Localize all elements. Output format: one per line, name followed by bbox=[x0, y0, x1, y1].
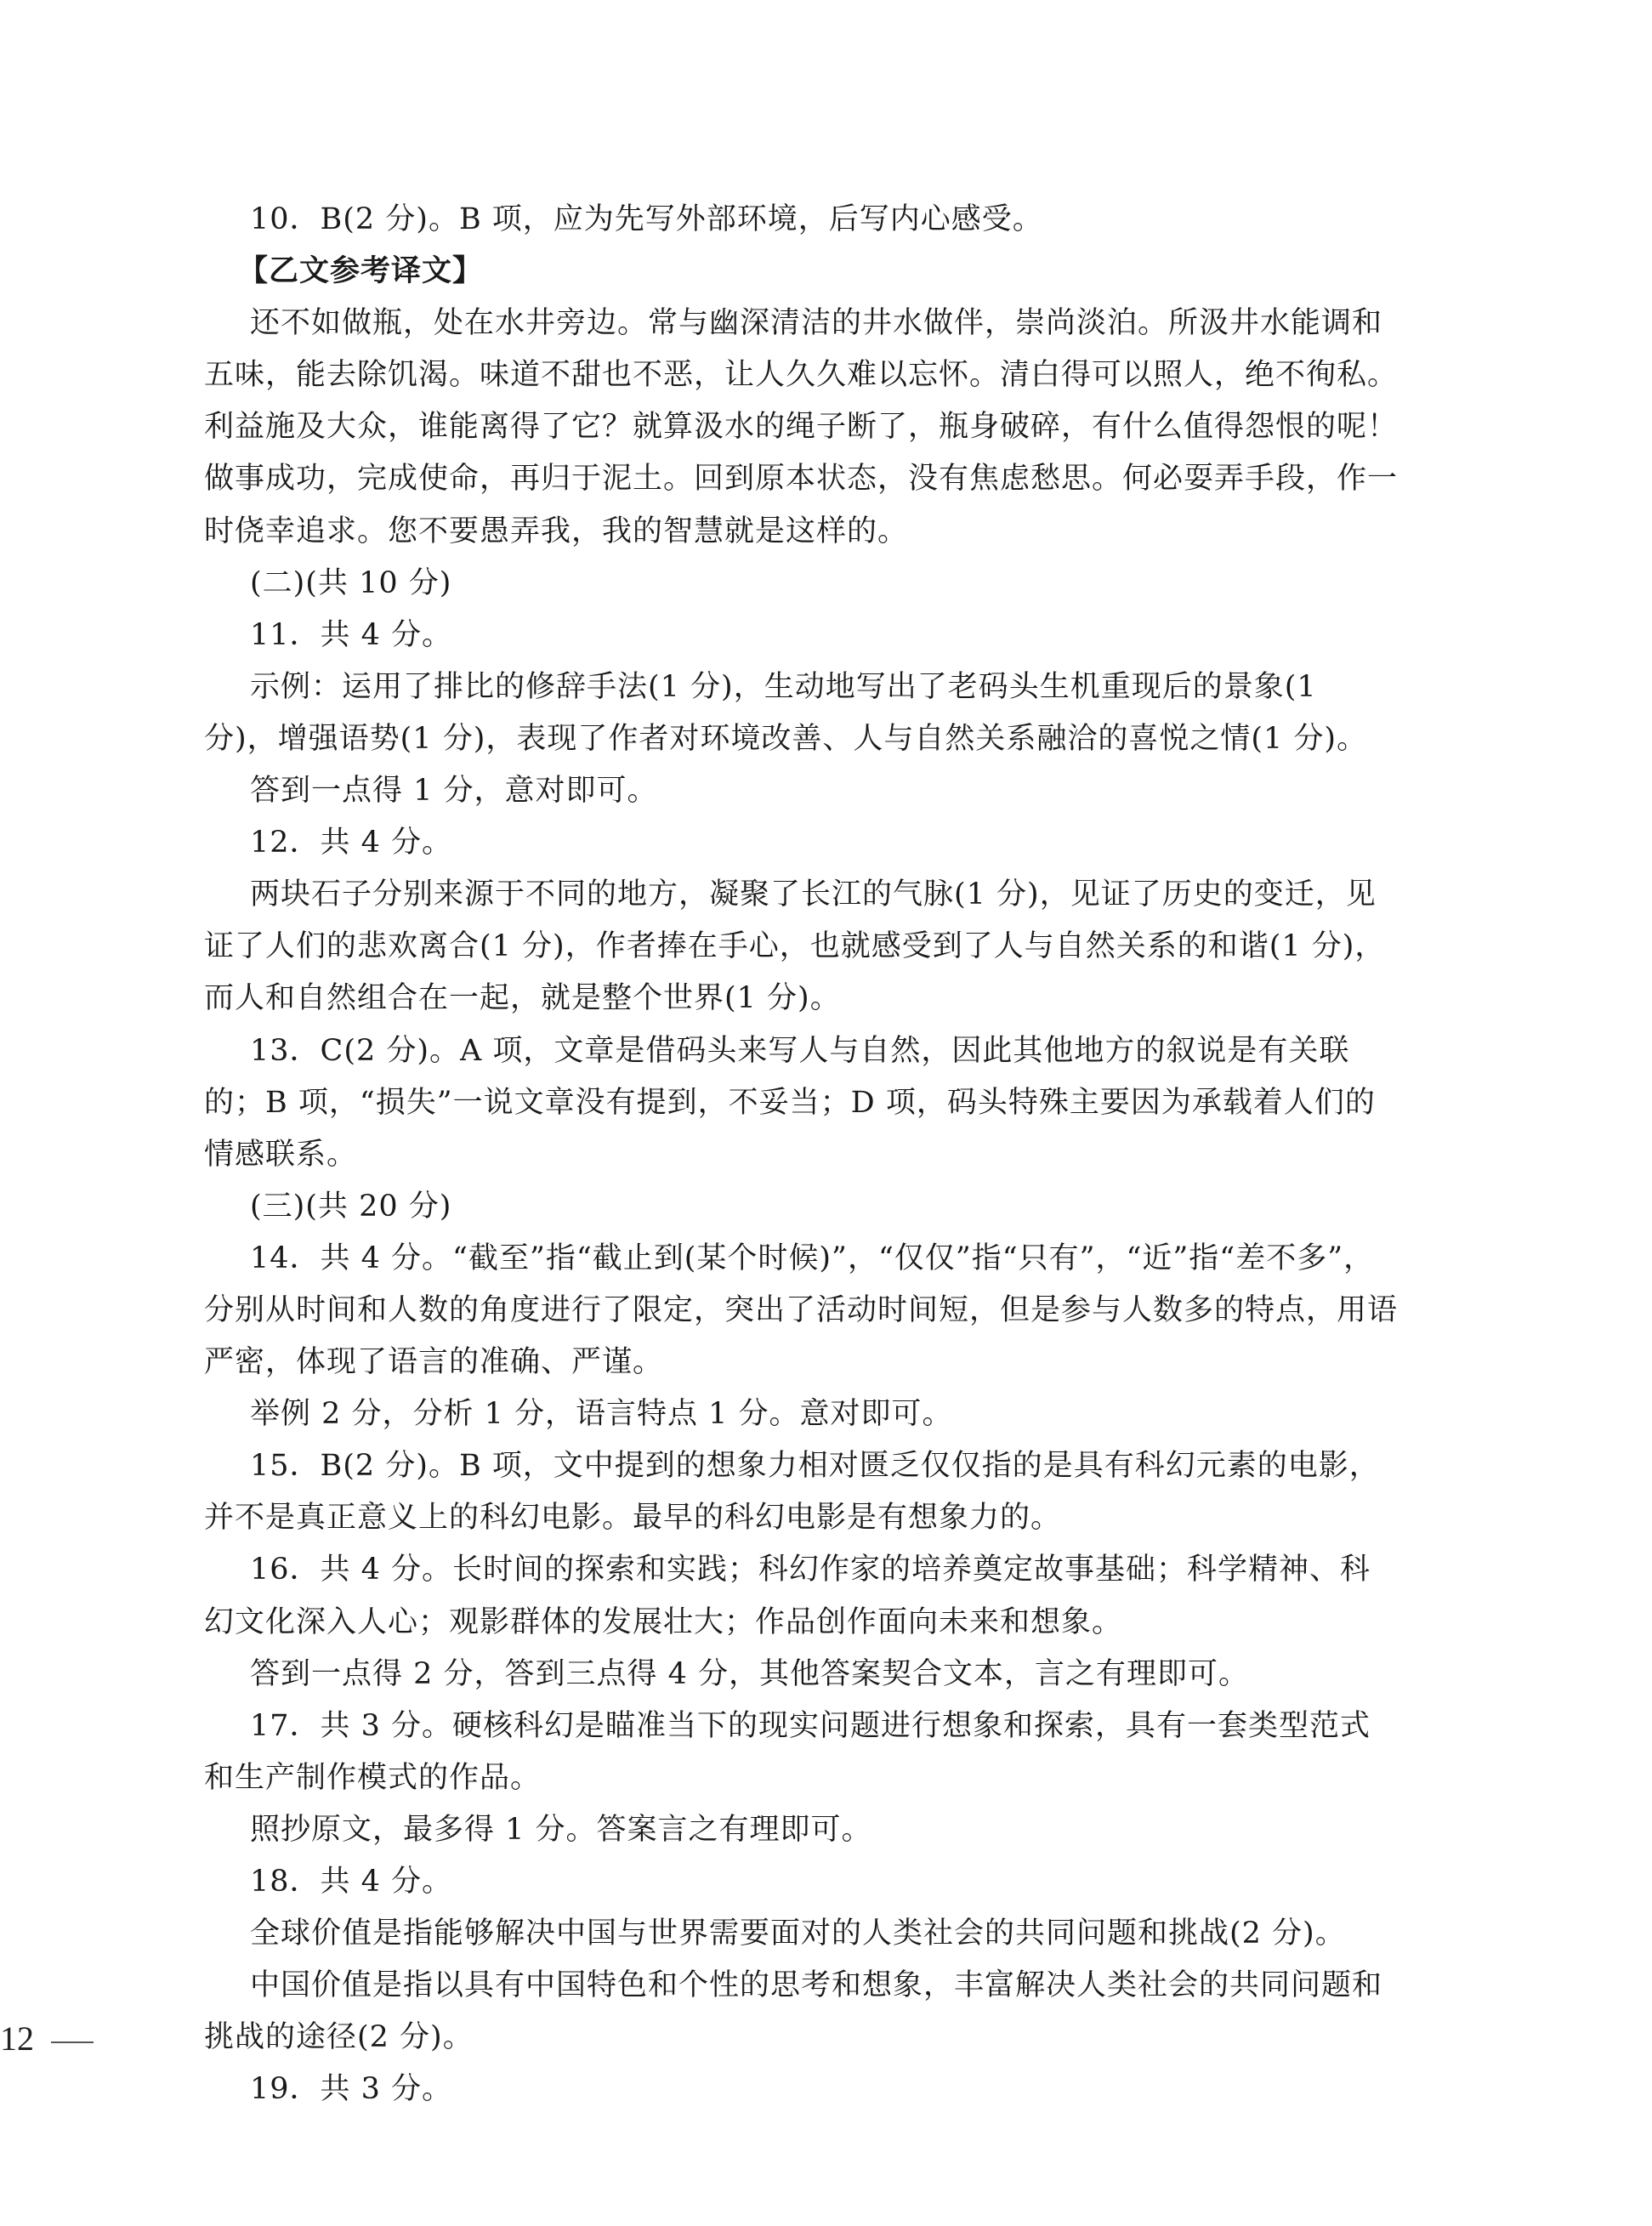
paragraph-q18-global: 全球价值是指能够解决中国与世界需要面对的人类社会的共同问题和挑战(2 分)。 bbox=[250, 1917, 1346, 1951]
paragraph-translation: 还不如做瓶，处在水井旁边。常与幽深清洁的井水做伴，崇尚淡泊。所汲井水能调和五味，能去除饥渴。味道不甜也不恶，让人久久难以忘怀。清白得可以照人，绝不徇私。利益施及大众，谁能离得了它？就算汲水的绳子断了，瓶身破碎，有什么值得怨恨的呢！做事成功，完成使命，再归于泥土。回到原本状态，没有焦虑愁思。何必耍弄手段，作一时侥幸追求。您不要愚弄我，我的智慧就是这样的。 bbox=[204, 306, 1399, 548]
paragraph-q13: 13．C(2 分)。A 项，文章是借码头来写人与自然，因此其他地方的叙说是有关联的；B 项，“损失”一说文章没有提到，不妥当；D 项，码头特殊主要因为承载着人们的情感联系。 bbox=[204, 1033, 1376, 1172]
section-heading-part3: (三)(共 20 分) bbox=[250, 1189, 452, 1224]
paragraph-q12: 12．共 4 分。 bbox=[250, 826, 453, 860]
section-heading-part2: (二)(共 10 分) bbox=[250, 565, 452, 600]
paragraph-q16-scoring: 答到一点得 2 分，答到三点得 4 分，其他答案契合文本，言之有理即可。 bbox=[250, 1656, 1250, 1691]
paragraph-q14-scoring: 举例 2 分，分析 1 分，语言特点 1 分。意对即可。 bbox=[250, 1397, 953, 1432]
paragraph-q11-scoring: 答到一点得 1 分，意对即可。 bbox=[250, 774, 658, 809]
paragraph-q17: 17．共 3 分。硬核科幻是瞄准当下的现实问题进行想象和探索，具有一套类型范式和生产制作模式的作品。 bbox=[204, 1708, 1371, 1795]
paragraph-q17-scoring: 照抄原文，最多得 1 分。答案言之有理即可。 bbox=[250, 1812, 872, 1847]
page-number: 12 bbox=[0, 2019, 34, 2058]
section-heading-translation: 【乙文参考译文】 bbox=[238, 254, 484, 289]
paragraph-q18: 18．共 4 分。 bbox=[250, 1865, 453, 1899]
page-footer bbox=[0, 2019, 94, 2058]
paragraph-q19: 19．共 3 分。 bbox=[250, 2072, 453, 2107]
paragraph-q12-answer: 两块石子分别来源于不同的地方，凝聚了长江的气脉(1 分)，见证了历史的变迁，见证了人们的悲欢离合(1 分)，作者捧在手心，也就感受到了人与自然关系的和谐(1 分)，而人和自然组合在一起，就是整个世界(1 分)。 bbox=[204, 877, 1386, 1016]
paragraph-q11-example: 示例：运用了排比的修辞手法(1 分)，生动地写出了老码头生机重现后的景象(1 分)，增强语势(1 分)，表现了作者对环境改善、人与自然关系融洽的喜悦之情(1 分)。 bbox=[204, 669, 1368, 756]
paragraph-q11: 11．共 4 分。 bbox=[250, 617, 453, 652]
paragraph-q15: 15．B(2 分)。B 项，文中提到的想象力相对匮乏仅仅指的是具有科幻元素的电影，并不是真正意义上的科幻电影。最早的科幻电影是有想象力的。 bbox=[204, 1449, 1380, 1536]
paragraph-q10: 10．B(2 分)。B 项，应为先写外部环境，后写内心感受。 bbox=[250, 202, 1043, 236]
document-body bbox=[204, 194, 1398, 2115]
paragraph-q16: 16．共 4 分。长时间的探索和实践；科幻作家的培养奠定故事基础；科学精神、科幻文化深入人心；观影群体的发展壮大；作品创作面向未来和想象。 bbox=[204, 1553, 1371, 1639]
paragraph-q14: 14．共 4 分。“截至”指“截止到(某个时候)”，“仅仅”指“只有”，“近”指“差不多”，分别从时间和人数的角度进行了限定，突出了活动时间短，但是参与人数多的特点，用语严密，体现了语言的准确、严谨。 bbox=[204, 1241, 1399, 1380]
paragraph-q18-china: 中国价值是指以具有中国特色和个性的思考和想象，丰富解决人类社会的共同问题和挑战的途径(2 分)。 bbox=[204, 1968, 1383, 2055]
footer-dash bbox=[51, 2041, 94, 2043]
